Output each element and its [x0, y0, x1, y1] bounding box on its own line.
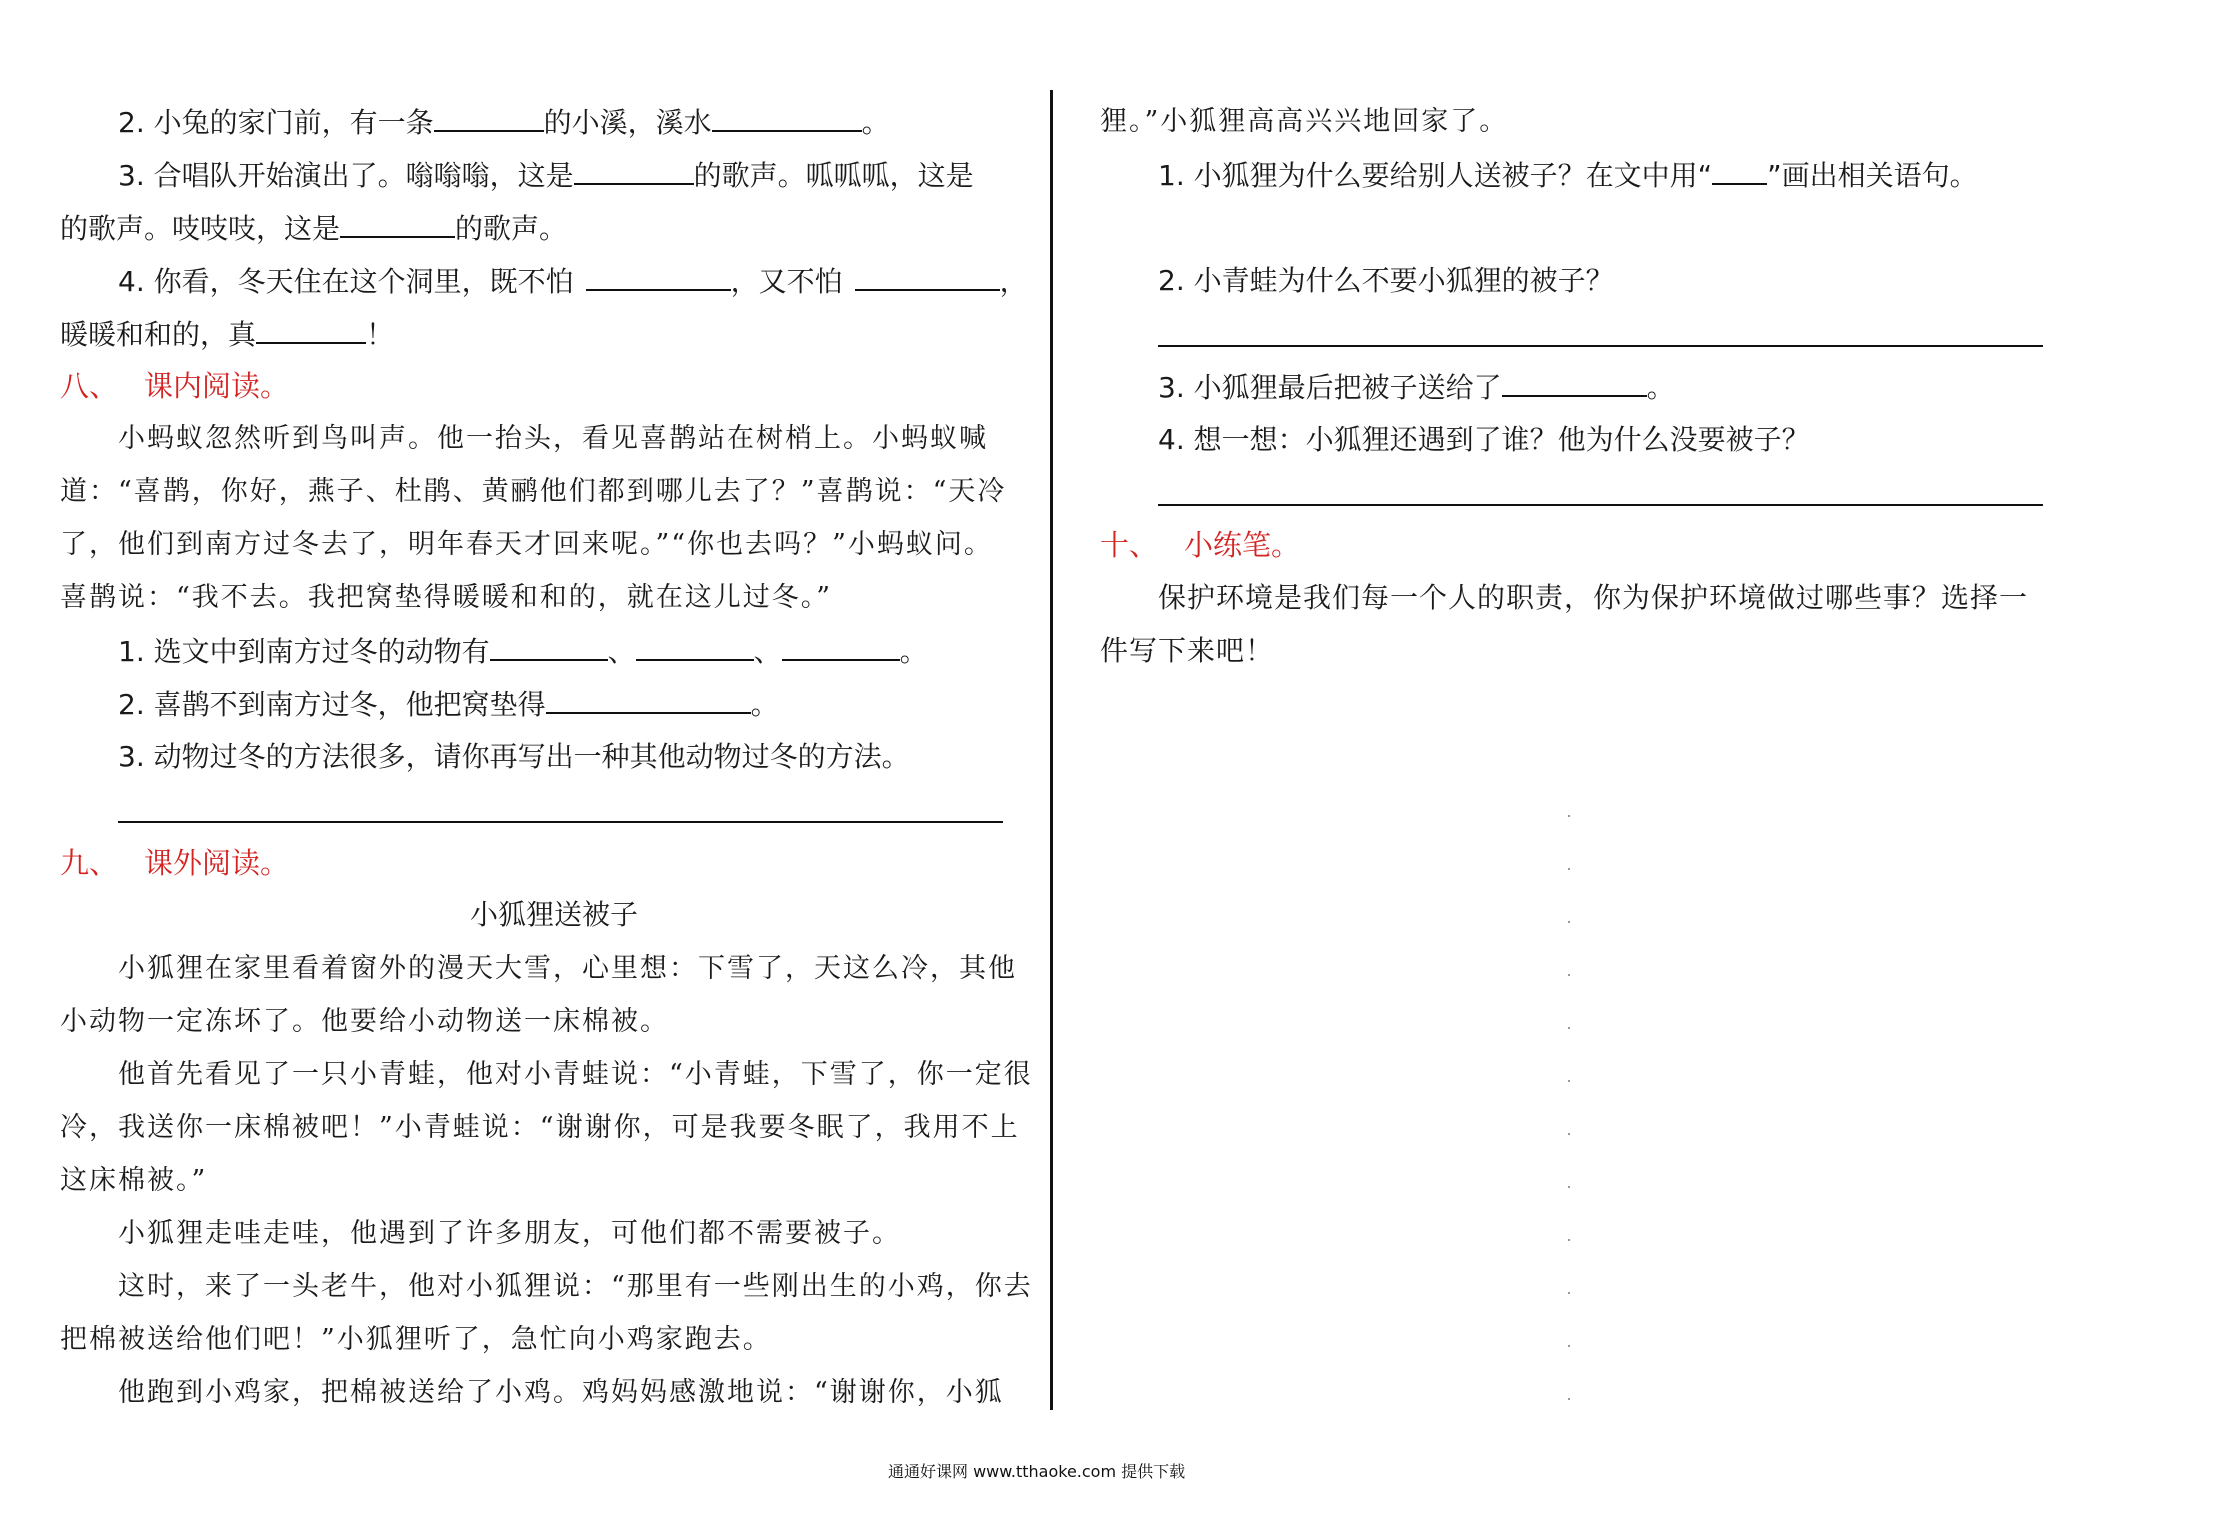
- story-line: 这床棉被。”: [60, 1165, 208, 1196]
- question-8-3: 3. 动物过冬的方法很多，请你再写出一种其他动物过冬的方法。: [118, 740, 910, 773]
- dot-mark: [1568, 815, 1570, 817]
- story-line: 这时，来了一头老牛，他对小狐狸说：“那里有一些刚出生的小鸡，你去: [118, 1271, 1033, 1302]
- question-3-line2: 的歌声。吱吱吱，这是 的歌声。: [60, 212, 568, 245]
- page-footer: 通通好课网 www.tthaoke.com 提供下载: [888, 1462, 1186, 1481]
- dot-mark: [1568, 974, 1570, 976]
- story-line: 小狐狸走哇走哇，他遇到了许多朋友，可他们都不需要被子。: [118, 1218, 901, 1249]
- story-line: 小狐狸在家里看着窗外的漫天大雪，心里想：下雪了，天这么冷，其他: [118, 953, 1017, 984]
- answer-line[interactable]: [118, 821, 1003, 823]
- question-2: 2. 小兔的家门前，有一条 的小溪，溪水 。: [118, 106, 890, 139]
- dot-mark: [1568, 1133, 1570, 1135]
- answer-line[interactable]: [1158, 504, 2043, 506]
- question-4-line2: 暖暖和和的，真 ！: [60, 318, 395, 351]
- story-title: 小狐狸送被子: [470, 898, 639, 931]
- story-line: 小动物一定冻坏了。他要给小动物送一床棉被。: [60, 1006, 669, 1037]
- answer-blank[interactable]: [340, 210, 455, 238]
- answer-blank[interactable]: [1712, 157, 1767, 185]
- section-9-heading: 九、 课外阅读。: [60, 846, 290, 880]
- answer-line[interactable]: [1158, 345, 2043, 347]
- writing-prompt-line: 件写下来吧！: [1100, 634, 1275, 667]
- story-line: 他跑到小鸡家，把棉被送给了小鸡。鸡妈妈感激地说：“谢谢你，小狐: [118, 1377, 1004, 1408]
- story-line: 冷，我送你一床棉被吧！”小青蛙说：“谢谢你，可是我要冬眠了，我用不上: [60, 1112, 1020, 1143]
- question-9-3: 3. 小狐狸最后把被子送给了 。: [1158, 371, 1675, 404]
- dot-mark: [1568, 1186, 1570, 1188]
- question-3: 3. 合唱队开始演出了。嗡嗡嗡，这是 的歌声。呱呱呱，这是: [118, 159, 974, 192]
- section-8-heading: 八、 课内阅读。: [60, 369, 290, 403]
- answer-blank[interactable]: [1502, 369, 1647, 397]
- answer-blank[interactable]: [574, 157, 694, 185]
- answer-blank[interactable]: [490, 633, 608, 661]
- story-line: 把棉被送给他们吧！”小狐狸听了，急忙向小鸡家跑去。: [60, 1324, 772, 1355]
- answer-blank[interactable]: [256, 316, 366, 344]
- dot-mark: [1568, 868, 1570, 870]
- dot-mark: [1568, 1398, 1570, 1400]
- passage-8-line: 了，他们到南方过冬去了，明年春天才回来呢。”“你也去吗？”小蚂蚁问。: [60, 529, 993, 560]
- answer-blank[interactable]: [586, 263, 731, 291]
- question-9-2: 2. 小青蛙为什么不要小狐狸的被子？: [1158, 264, 1614, 297]
- dot-mark: [1568, 1345, 1570, 1347]
- dot-mark: [1568, 1292, 1570, 1294]
- dot-mark: [1568, 921, 1570, 923]
- column-divider: [1050, 90, 1053, 1410]
- passage-8-line: 喜鹊说：“我不去。我把窝垫得暖暖和和的，就在这儿过冬。”: [60, 582, 833, 613]
- answer-blank[interactable]: [782, 633, 900, 661]
- answer-blank[interactable]: [712, 104, 862, 132]
- question-9-4: 4. 想一想：小狐狸还遇到了谁？他为什么没要被子？: [1158, 423, 1810, 456]
- dot-mark: [1568, 1080, 1570, 1082]
- dot-mark: [1568, 1239, 1570, 1241]
- question-8-1: 1. 选文中到南方过冬的动物有 、 、 。: [118, 635, 928, 668]
- story-line: 他首先看见了一只小青蛙，他对小青蛙说：“小青蛙，下雪了，你一定很: [118, 1059, 1033, 1090]
- passage-8-line: 道：“喜鹊，你好，燕子、杜鹃、黄鹂他们都到哪儿去了？”喜鹊说：“天冷: [60, 476, 1007, 507]
- answer-blank[interactable]: [636, 633, 754, 661]
- question-8-2: 2. 喜鹊不到南方过冬，他把窝垫得 。: [118, 688, 779, 721]
- answer-blank[interactable]: [546, 686, 751, 714]
- section-10-heading: 十、 小练笔。: [1100, 528, 1301, 562]
- writing-prompt-line: 保护环境是我们每一个人的职责，你为保护环境做过哪些事？选择一: [1158, 581, 2029, 614]
- answer-blank[interactable]: [855, 263, 1000, 291]
- question-9-1: 1. 小狐狸为什么要给别人送被子？在文中用“ ”画出相关语句。: [1158, 159, 1978, 192]
- question-4: 4. 你看，冬天住在这个洞里，既不怕 ，又不怕 ，: [118, 265, 1028, 298]
- answer-blank[interactable]: [434, 104, 544, 132]
- passage-8-line: 小蚂蚁忽然听到鸟叫声。他一抬头，看见喜鹊站在树梢上。小蚂蚁喊: [118, 423, 988, 454]
- dot-mark: [1568, 1027, 1570, 1029]
- story-line: 狸。”小狐狸高高兴兴地回家了。: [1100, 106, 1509, 137]
